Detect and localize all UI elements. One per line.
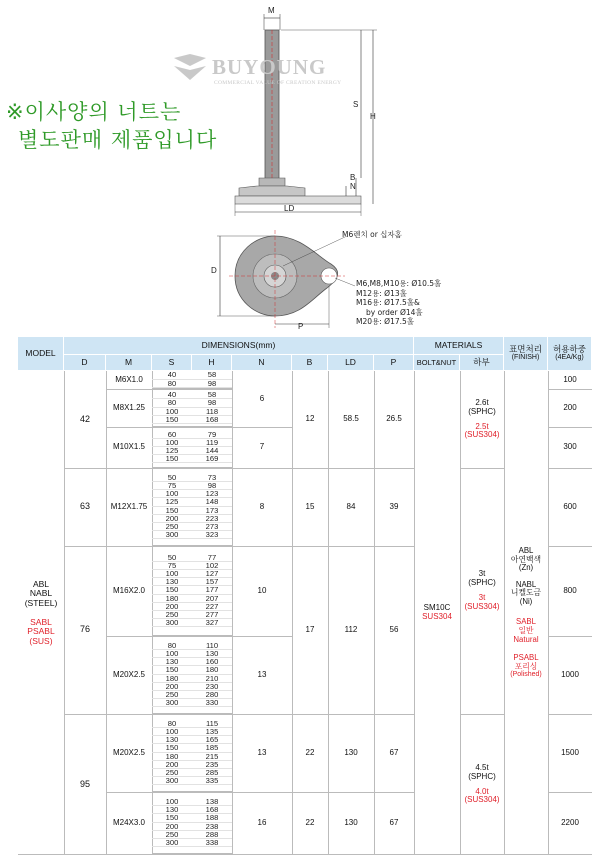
s-value: 75 — [152, 562, 192, 570]
m-value: M8X1.25 — [112, 402, 146, 412]
base-sus-sub: (SUS304) — [464, 601, 500, 611]
header-bolt-nut: BOLT&NUT — [414, 355, 460, 371]
s-h-group — [152, 427, 232, 468]
s-h-row — [152, 482, 232, 490]
base-sus: 4.0t — [475, 786, 489, 796]
s-value: 100 — [152, 570, 192, 578]
s-value: 180 — [152, 753, 192, 761]
s-h-row — [152, 806, 232, 814]
s-h-row — [152, 611, 232, 619]
h-value: 102 — [192, 562, 232, 570]
h-value: 227 — [192, 603, 232, 611]
d-value: 95 — [79, 778, 90, 789]
h-value: 130 — [192, 650, 232, 658]
load-value: 800 — [563, 585, 577, 595]
h-value: 119 — [192, 439, 232, 447]
brand-watermark — [172, 52, 352, 92]
s-h-group — [152, 636, 232, 714]
s-value: 75 — [152, 482, 192, 490]
base-material — [460, 714, 504, 855]
n-value: 16 — [257, 817, 267, 827]
s-h-row — [152, 761, 232, 769]
s-value: 200 — [152, 761, 192, 769]
brand-name: BUYOUNG — [212, 55, 327, 79]
base-sus: 3t — [478, 593, 486, 602]
header-finish-ko: 표면처리 — [509, 344, 542, 355]
load-value: 2200 — [561, 817, 579, 827]
h-value: 288 — [192, 831, 232, 839]
h-label: H — [370, 112, 376, 121]
n-label: N — [350, 182, 356, 191]
s-h-row — [152, 431, 232, 439]
h-value: 210 — [192, 675, 232, 683]
s-value: 300 — [152, 619, 192, 627]
s-h-row — [152, 675, 232, 683]
header-materials: MATERIALS — [414, 337, 504, 355]
s-value: 100 — [152, 490, 192, 498]
s-h-row — [152, 798, 232, 806]
finish-nabl-ko: 니켈도금 — [510, 588, 542, 598]
s-h-row — [152, 691, 232, 699]
s-value: 40 — [152, 391, 192, 399]
ld-label: LD — [284, 204, 295, 213]
s-h-row — [152, 769, 232, 777]
header-load — [548, 337, 592, 371]
n-value: 10 — [257, 585, 267, 595]
s-h-row — [152, 455, 232, 463]
h-value: 148 — [192, 498, 232, 506]
s-value: 100 — [152, 439, 192, 447]
h-value: 123 — [192, 490, 232, 498]
h-value: 273 — [192, 523, 232, 531]
h-value: 185 — [192, 744, 232, 752]
b-value: 17 — [305, 624, 315, 634]
finish-sabl: SABL — [516, 617, 536, 627]
s-value: 250 — [152, 769, 192, 777]
s-value: 250 — [152, 523, 192, 531]
s-h-row — [152, 399, 232, 407]
s-value: 150 — [152, 416, 192, 424]
s-value: 200 — [152, 823, 192, 831]
b-value: 15 — [305, 501, 315, 511]
h-value: 168 — [192, 806, 232, 814]
s-value: 180 — [152, 595, 192, 603]
base-sus-sub: (SUS304) — [464, 795, 500, 805]
s-h-row — [152, 666, 232, 674]
header-load-en: (4EA/Kg) — [555, 354, 584, 362]
load-value: 100 — [563, 374, 577, 384]
m-label: M — [268, 6, 275, 15]
d-label: D — [211, 266, 217, 275]
s-value: 250 — [152, 691, 192, 699]
s-h-row — [152, 831, 232, 839]
n-value: 13 — [257, 669, 267, 679]
b-value: 22 — [305, 817, 315, 827]
header-m: M — [106, 355, 152, 371]
h-value: 115 — [192, 720, 232, 728]
base-sus: 2.5t — [475, 421, 489, 431]
h-value: 98 — [192, 482, 232, 490]
h-value: 238 — [192, 823, 232, 831]
h-value: 207 — [192, 595, 232, 603]
model-nabl: NABL — [29, 588, 53, 599]
base-steel-sub: (SPHC) — [468, 406, 496, 416]
s-h-row — [152, 523, 232, 531]
h-value: 338 — [192, 839, 232, 847]
h-value: 327 — [192, 619, 232, 627]
s-h-row — [152, 777, 232, 785]
h-value: 157 — [192, 578, 232, 586]
s-value: 250 — [152, 611, 192, 619]
s-h-group — [152, 371, 232, 389]
s-h-row — [152, 650, 232, 658]
finish-abl: ABL — [518, 546, 534, 556]
d-value: 63 — [79, 501, 90, 512]
h-value: 135 — [192, 728, 232, 736]
base-steel: 3t — [478, 569, 486, 579]
s-h-group — [152, 546, 232, 636]
s-h-row — [152, 371, 232, 379]
s-h-row — [152, 380, 232, 388]
s-h-group — [152, 468, 232, 546]
s-value: 50 — [152, 554, 192, 562]
base-steel-sub: (SPHC) — [468, 578, 496, 588]
h-value: 98 — [192, 399, 232, 407]
s-h-row — [152, 753, 232, 761]
load-value: 300 — [563, 442, 577, 452]
h-value: 98 — [192, 380, 232, 388]
d-value: 42 — [79, 413, 90, 424]
model-abl: ABL — [32, 578, 50, 589]
m-value: M24X3.0 — [112, 817, 146, 827]
model-psabl: PSABL — [27, 626, 55, 637]
s-h-row — [152, 642, 232, 650]
model-sabl: SABL — [30, 617, 52, 627]
h-value: 230 — [192, 683, 232, 691]
load-value: 200 — [563, 402, 577, 412]
s-h-row — [152, 447, 232, 455]
s-value: 150 — [152, 744, 192, 752]
s-h-group — [152, 714, 232, 792]
s-h-row — [152, 586, 232, 594]
s-h-row — [152, 439, 232, 447]
h-value: 144 — [192, 447, 232, 455]
s-h-row — [152, 507, 232, 515]
header-finish — [504, 337, 548, 371]
b-value: 12 — [305, 414, 315, 424]
h-value: 77 — [192, 554, 232, 562]
p-value: 67 — [389, 747, 399, 757]
s-h-row — [152, 823, 232, 831]
base-material — [460, 371, 504, 468]
finish-cell — [504, 371, 548, 855]
s-h-row — [152, 603, 232, 611]
s-h-rows — [152, 371, 232, 854]
s-value: 130 — [152, 578, 192, 586]
s-h-row — [152, 736, 232, 744]
header-p: P — [374, 355, 414, 371]
h-value: 79 — [192, 431, 232, 439]
s-value: 150 — [152, 507, 192, 515]
d-value: 76 — [79, 624, 90, 635]
wrench-note: M6렌치 or 십자홈 — [342, 230, 402, 239]
s-h-row — [152, 554, 232, 562]
load-value: 1000 — [561, 669, 579, 679]
spec-table — [18, 337, 592, 855]
s-h-row — [152, 619, 232, 627]
s-value: 300 — [152, 531, 192, 539]
header-h: H — [192, 355, 232, 371]
finish-sabl-ko: 일반 — [518, 626, 534, 635]
finish-psabl-ko: 포리싱 — [514, 661, 538, 671]
hole-spec: M12용: Ø13홀 — [356, 288, 407, 298]
p-value: 56 — [389, 624, 399, 634]
nut-notice-line1: ※이사양의 너트는 — [6, 100, 182, 124]
header-load-ko: 허용하중 — [553, 344, 586, 355]
h-value: 323 — [192, 531, 232, 539]
m-value: M10X1.5 — [112, 442, 146, 452]
b-label: B — [350, 173, 356, 182]
m-value: M20X2.5 — [112, 669, 146, 679]
m-value: M6X1.0 — [115, 374, 143, 384]
s-h-row — [152, 391, 232, 399]
hole-spec-list — [356, 279, 441, 327]
s-h-row — [152, 408, 232, 416]
s-value: 180 — [152, 675, 192, 683]
s-h-row — [152, 562, 232, 570]
s-value: 200 — [152, 683, 192, 691]
base-steel: 2.6t — [475, 397, 489, 407]
h-value: 165 — [192, 736, 232, 744]
model-cell — [18, 371, 64, 855]
brand-tagline: COMMERCIAL VALUE OF CREATION ENERGY — [214, 80, 342, 86]
ld-value: 84 — [346, 501, 356, 511]
base-steel-sub: (SPHC) — [468, 771, 496, 781]
h-value: 169 — [192, 455, 232, 463]
header-ld: LD — [328, 355, 374, 371]
h-value: 180 — [192, 666, 232, 674]
h-value: 160 — [192, 658, 232, 666]
b-value: 22 — [305, 747, 315, 757]
header-d: D — [64, 355, 106, 371]
header-model: MODEL — [18, 337, 64, 371]
m-value: M20X2.5 — [112, 747, 146, 757]
s-value: 80 — [152, 380, 192, 388]
s-h-row — [152, 683, 232, 691]
s-h-row — [152, 531, 232, 539]
model-sus: (SUS) — [29, 635, 53, 646]
nut-notice-line2: 별도판매 제품입니다 — [18, 128, 218, 152]
s-value: 40 — [152, 371, 192, 379]
p-value: 67 — [389, 817, 399, 827]
s-h-row — [152, 474, 232, 482]
p-value: 39 — [389, 501, 399, 511]
s-value: 100 — [152, 728, 192, 736]
s-h-row — [152, 658, 232, 666]
base-steel: 4.5t — [475, 762, 489, 772]
n-value: 13 — [257, 747, 267, 757]
s-label: S — [353, 100, 359, 109]
load-value: 600 — [563, 501, 577, 511]
finish-abl-en: (Zn) — [518, 563, 534, 573]
s-value: 125 — [152, 447, 192, 455]
s-h-row — [152, 595, 232, 603]
h-value: 177 — [192, 586, 232, 594]
h-value: 223 — [192, 515, 232, 523]
s-value: 130 — [152, 736, 192, 744]
s-value: 130 — [152, 658, 192, 666]
s-value: 150 — [152, 455, 192, 463]
s-value: 80 — [152, 399, 192, 407]
model-steel: (STEEL) — [24, 597, 58, 608]
m-value: M16X2.0 — [112, 585, 146, 595]
n-value: 7 — [259, 442, 265, 452]
header-base: 하부 — [460, 355, 504, 371]
header-b: B — [292, 355, 328, 371]
s-h-row — [152, 498, 232, 506]
s-h-row — [152, 720, 232, 728]
h-value: 58 — [192, 371, 232, 379]
s-value: 80 — [152, 720, 192, 728]
s-value: 130 — [152, 806, 192, 814]
side-view-drawing — [225, 0, 400, 222]
s-h-row — [152, 578, 232, 586]
s-value: 200 — [152, 603, 192, 611]
hole-spec: M20용: Ø17.5홀 — [356, 317, 415, 326]
h-value: 110 — [192, 642, 232, 650]
s-h-row — [152, 814, 232, 822]
s-h-row — [152, 416, 232, 424]
s-h-group — [152, 389, 232, 427]
s-h-row — [152, 570, 232, 578]
bolt-steel: SM10C — [423, 603, 451, 613]
brand-logo-icon — [172, 54, 208, 84]
h-value: 73 — [192, 474, 232, 482]
finish-psabl: PSABL — [513, 653, 539, 663]
s-value: 300 — [152, 699, 192, 707]
finish-psabl-en: (Polished) — [510, 671, 542, 679]
s-value: 150 — [152, 814, 192, 822]
h-value: 173 — [192, 507, 232, 515]
finish-nabl-en: (Ni) — [519, 596, 533, 606]
header-finish-en: (FINISH) — [511, 354, 540, 362]
h-value: 118 — [192, 408, 232, 416]
n-value: 6 — [259, 393, 265, 403]
s-value: 150 — [152, 666, 192, 674]
h-value: 127 — [192, 570, 232, 578]
s-value: 80 — [152, 642, 192, 650]
h-value: 280 — [192, 691, 232, 699]
s-value: 300 — [152, 777, 192, 785]
bolt-sus: SUS304 — [422, 612, 452, 621]
h-value: 330 — [192, 699, 232, 707]
n-value: 8 — [259, 501, 265, 511]
header-n: N — [232, 355, 292, 371]
s-value: 50 — [152, 474, 192, 482]
h-value: 188 — [192, 814, 232, 822]
h-value: 168 — [192, 416, 232, 424]
h-value: 215 — [192, 753, 232, 761]
finish-abl-ko: 아연백색 — [510, 554, 542, 564]
s-value: 150 — [152, 586, 192, 594]
base-material — [460, 468, 504, 714]
p-value: 26.5 — [386, 414, 402, 424]
hole-spec: M16용: Ø17.5홀& — [356, 298, 420, 307]
s-value: 60 — [152, 431, 192, 439]
ld-value: 112 — [344, 624, 358, 634]
h-value: 138 — [192, 798, 232, 806]
s-value: 100 — [152, 408, 192, 416]
ld-value: 58.5 — [343, 414, 359, 424]
s-h-row — [152, 699, 232, 707]
header-s: S — [152, 355, 192, 371]
ld-value: 130 — [344, 747, 358, 757]
s-value: 100 — [152, 650, 192, 658]
s-value: 300 — [152, 839, 192, 847]
load-value: 1500 — [561, 747, 579, 757]
header-dimensions: DIMENSIONS(mm) — [64, 337, 414, 355]
h-value: 277 — [192, 611, 232, 619]
s-h-group — [152, 792, 232, 854]
s-value: 125 — [152, 498, 192, 506]
p-label: P — [298, 322, 304, 331]
h-value: 335 — [192, 777, 232, 785]
bolt-nut-material — [414, 371, 460, 855]
h-value: 58 — [192, 391, 232, 399]
s-h-row — [152, 728, 232, 736]
m-value: M12X1.75 — [110, 501, 148, 511]
s-value: 100 — [152, 798, 192, 806]
s-value: 250 — [152, 831, 192, 839]
s-h-row — [152, 490, 232, 498]
h-value: 285 — [192, 769, 232, 777]
ld-value: 130 — [344, 817, 358, 827]
base-sus-sub: (SUS304) — [464, 430, 500, 440]
finish-nabl: NABL — [515, 579, 537, 589]
hole-spec: M6,M8,M10용: Ø10.5홀 — [356, 279, 442, 288]
s-h-row — [152, 744, 232, 752]
s-h-row — [152, 839, 232, 847]
h-value: 235 — [192, 761, 232, 769]
s-value: 200 — [152, 515, 192, 523]
s-h-row — [152, 515, 232, 523]
hole-spec: by order Ø14홀 — [366, 307, 423, 317]
finish-sabl-en: Natural — [513, 634, 539, 644]
